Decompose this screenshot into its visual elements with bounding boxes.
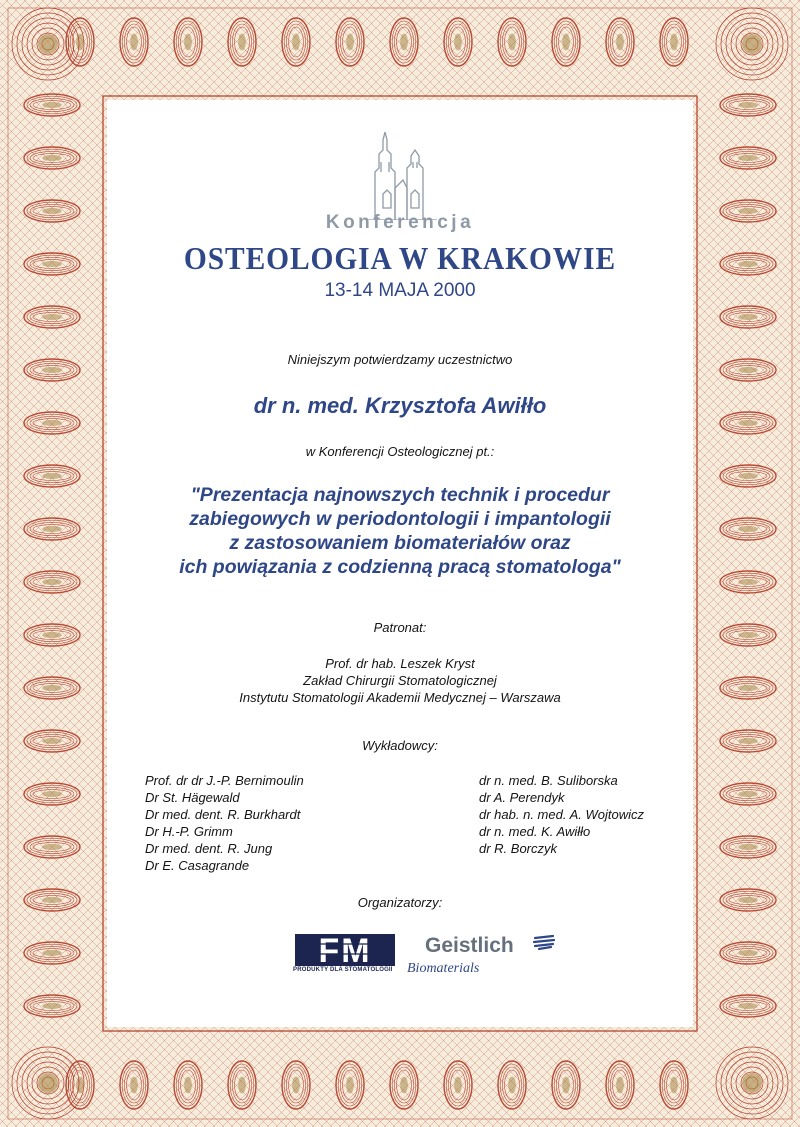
border-loop-center xyxy=(130,1077,138,1094)
border-loop-center xyxy=(738,1003,758,1009)
border-loop-center xyxy=(738,950,758,956)
border-loop-center xyxy=(738,632,758,638)
border-loop-center xyxy=(42,685,62,691)
border-loop-center xyxy=(76,34,84,51)
border-loop-center xyxy=(42,897,62,903)
border-loop-center xyxy=(738,420,758,426)
border-loop-center xyxy=(738,314,758,320)
border-loop-center xyxy=(738,473,758,479)
organizer-logos xyxy=(107,928,693,978)
border-loop-center xyxy=(738,791,758,797)
border-loop-center xyxy=(738,844,758,850)
patronage-label: Patronat: xyxy=(373,620,427,635)
organizers-label: Organizatorzy: xyxy=(357,895,443,910)
patronage-line: Instytutu Stomatologii Akademii Medycznej – Warszawa xyxy=(239,690,561,705)
border-loop-center xyxy=(400,34,408,51)
border-loop-center xyxy=(184,34,192,51)
conference-reference: w Konferencji Osteologicznej pt.: xyxy=(305,444,495,459)
lecturers-label: Wykładowcy: xyxy=(362,738,438,753)
lecturer-item: dr hab. n. med. A. Wojtowicz xyxy=(479,807,644,822)
border-loop-center xyxy=(42,844,62,850)
border-loop-center xyxy=(738,155,758,161)
intro-text: Niniejszym potwierdzamy uczestnictwo xyxy=(287,352,513,367)
border-loop-center xyxy=(738,738,758,744)
border-loop-center xyxy=(130,34,138,51)
border-loop-center xyxy=(738,579,758,585)
certificate-content xyxy=(107,100,693,1027)
border-loop-center xyxy=(454,34,462,51)
participant-name: dr n. med. Krzysztofa Awiłło xyxy=(253,393,547,418)
border-loop-center xyxy=(184,1077,192,1094)
border-loop-center xyxy=(238,1077,246,1094)
border-loop-center xyxy=(292,1077,300,1094)
border-loop-center xyxy=(42,102,62,108)
conference-title: OSTEOLOGIA W KRAKOWIE xyxy=(183,240,617,276)
border-loop-center xyxy=(292,34,300,51)
border-loop-center xyxy=(42,632,62,638)
border-loop-center xyxy=(562,1077,570,1094)
fm-subtitle: PRODUKTY DLA STOMATOLOGII xyxy=(293,967,393,973)
conference-date: 13-14 MAJA 2000 xyxy=(324,280,476,301)
border-loop-center xyxy=(42,473,62,479)
biomaterials-wordmark: Biomaterials xyxy=(407,961,480,976)
border-loop-center xyxy=(42,261,62,267)
lecturer-item: Dr H.-P. Grimm xyxy=(145,824,233,839)
border-loop-center xyxy=(738,208,758,214)
lecturer-item: Dr St. Hägewald xyxy=(145,790,240,805)
border-loop-center xyxy=(508,1077,516,1094)
topic-line: z zastosowaniem biomateriałów oraz xyxy=(229,532,571,554)
border-loop-center xyxy=(562,34,570,51)
corner-rosette-center xyxy=(38,34,58,54)
fm-logo xyxy=(295,934,395,966)
border-loop-center xyxy=(738,261,758,267)
border-loop-center xyxy=(42,526,62,532)
border-loop-center xyxy=(42,155,62,161)
border-loop-center xyxy=(738,526,758,532)
border-loop-center xyxy=(42,791,62,797)
topic-line: zabiegowych w periodontologii i impantologii xyxy=(189,508,611,530)
lecturer-item: Dr med. dent. R. Burkhardt xyxy=(145,807,301,822)
border-loop-center xyxy=(238,34,246,51)
border-loop-center xyxy=(76,1077,84,1094)
border-loop-center xyxy=(738,897,758,903)
fm-logo-text: FM xyxy=(318,934,372,966)
conference-subtitle: Konferencja xyxy=(325,212,475,233)
border-loop-center xyxy=(42,367,62,373)
border-loop-center xyxy=(42,950,62,956)
border-loop-center xyxy=(42,1003,62,1009)
border-loop-center xyxy=(738,102,758,108)
border-loop-center xyxy=(738,685,758,691)
church-towers-icon xyxy=(345,128,455,220)
corner-rosette-center xyxy=(38,1073,58,1093)
lecturer-item: Dr E. Casagrande xyxy=(145,858,250,873)
patronage-line: Zakład Chirurgii Stomatologicznej xyxy=(303,673,497,688)
border-loop-center xyxy=(454,1077,462,1094)
border-loop-center xyxy=(42,420,62,426)
corner-rosette-center xyxy=(742,34,762,54)
lecturer-item: dr R. Borczyk xyxy=(479,841,558,856)
border-loop-center xyxy=(42,314,62,320)
topic-line: ich powiązania z codzienną pracą stomatologa" xyxy=(179,556,621,578)
border-loop-center xyxy=(670,1077,678,1094)
conference-logo xyxy=(107,128,693,220)
lecturer-item: Prof. dr dr J.-P. Bernimoulin xyxy=(145,773,304,788)
border-loop-center xyxy=(42,579,62,585)
patronage-line: Prof. dr hab. Leszek Kryst xyxy=(325,656,475,671)
border-loop-center xyxy=(42,738,62,744)
border-loop-center xyxy=(670,34,678,51)
geistlich-swirl-icon xyxy=(533,934,555,950)
lecturer-item: dr n. med. B. Suliborska xyxy=(479,773,618,788)
topic-line: "Prezentacja najnowszych technik i procedur xyxy=(190,484,610,506)
lecturer-item: Dr med. dent. R. Jung xyxy=(145,841,273,856)
border-loop-center xyxy=(738,367,758,373)
lecturers-right-column xyxy=(479,772,644,857)
border-loop-center xyxy=(42,208,62,214)
border-loop-center xyxy=(346,1077,354,1094)
lecturer-item: dr A. Perendyk xyxy=(479,790,565,805)
corner-rosette-center xyxy=(742,1073,762,1093)
border-loop-center xyxy=(508,34,516,51)
border-loop-center xyxy=(400,1077,408,1094)
geistlich-wordmark: Geistlich xyxy=(425,934,514,957)
lecturers-left-column xyxy=(145,772,304,874)
border-loop-center xyxy=(346,34,354,51)
border-loop-center xyxy=(616,1077,624,1094)
border-loop-center xyxy=(616,34,624,51)
lecturer-item: dr n. med. K. Awiłło xyxy=(479,824,591,839)
